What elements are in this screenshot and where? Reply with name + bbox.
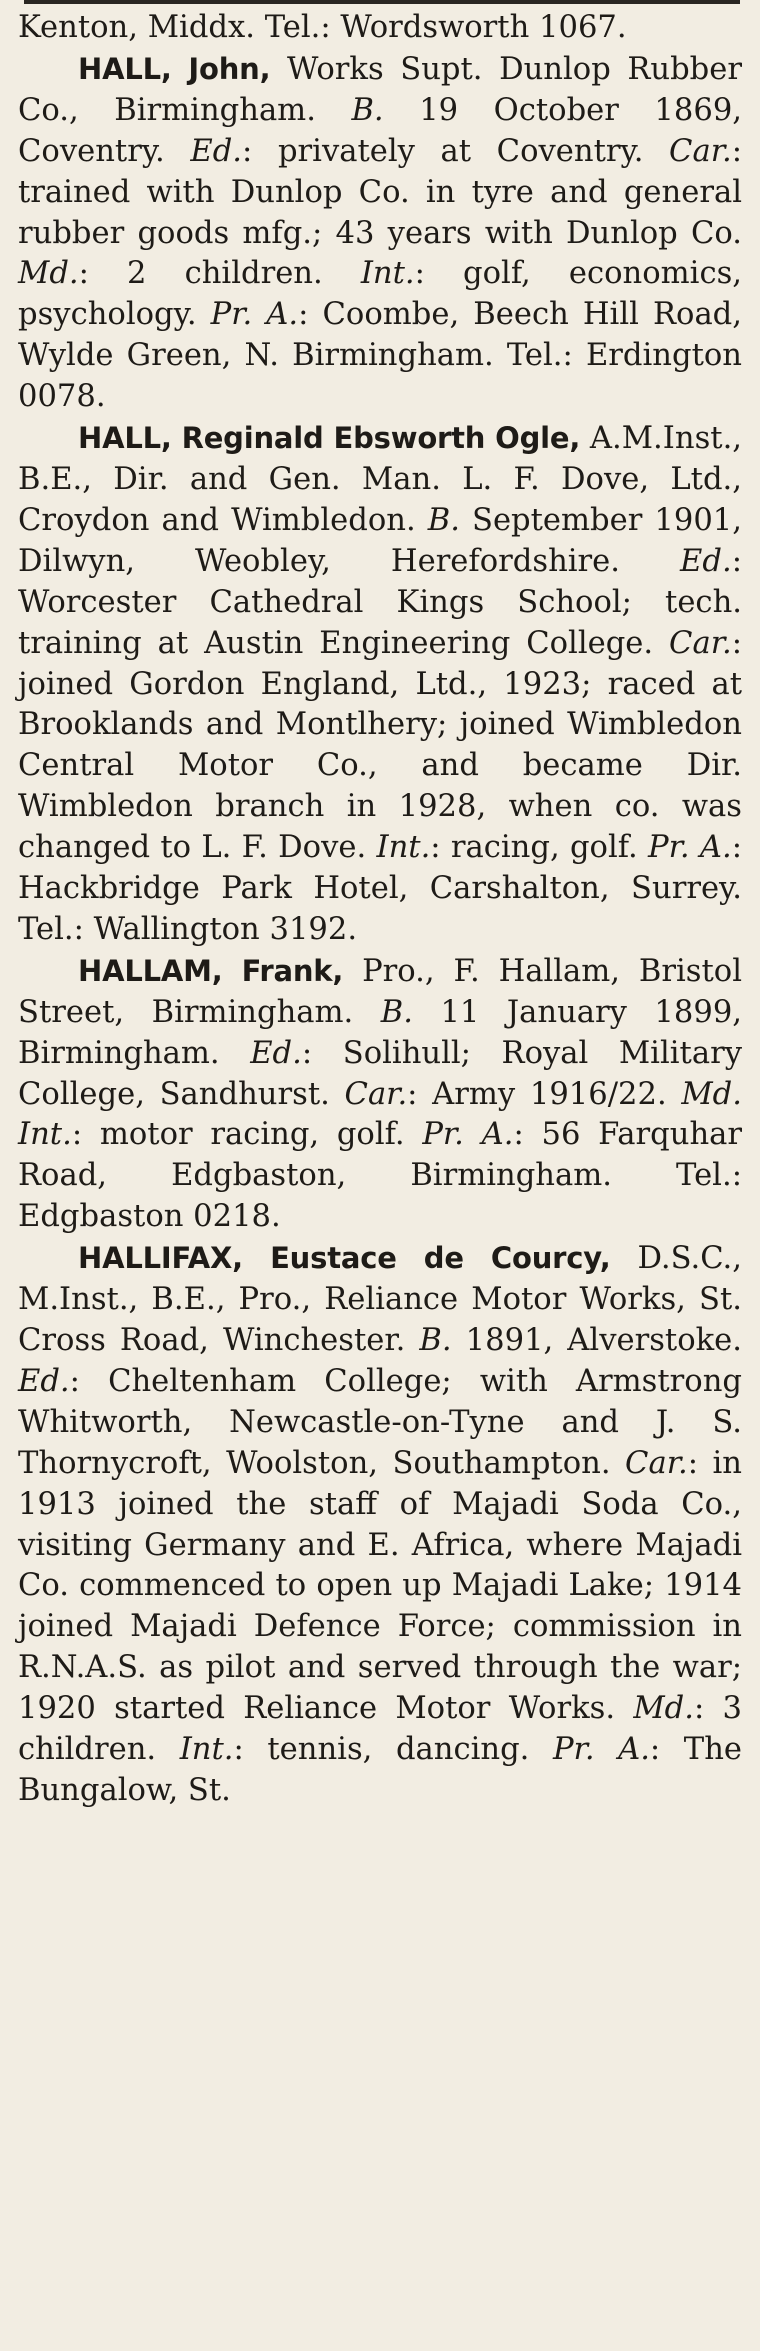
entry-text: September 1901, Dilwyn, Weobley, Herefordshire.: [18, 502, 742, 579]
entry-abbreviation: Int.: [376, 830, 431, 866]
entry-abbreviation: Pr. A.: [422, 1117, 514, 1153]
entry-text: : in 1913 joined the staff of Majadi Soda Co., visiting Germany and E. Africa, where Majadi Co. commenced to open up Majadi Lake; 1914 joined Majadi Defence Force; commission in R.N.A.S. as pilot and served through the war; 1920 started Reliance Motor Works.: [18, 1445, 742, 1727]
entry-abbreviation: Pr. A.: [648, 830, 732, 866]
entry-text: : trained with Dunlop Co. in tyre and general rubber goods mfg.; 43 years with Dunlop Co.: [18, 133, 742, 251]
entry-text: : Coombe, Beech Hill Road, Wylde Green, N. Birmingham. Tel.: Erdington 0078.: [18, 297, 742, 415]
entry-text: : 56 Farquhar Road, Edgbaston, Birmingham. Tel.: Edgbaston 0218.: [18, 1117, 743, 1235]
entry-abbreviation: Md.: [633, 1691, 694, 1727]
entry-abbreviation: Ed.: [190, 133, 243, 169]
entry-abbreviation: B.: [427, 502, 460, 538]
directory-entry: [18, 1238, 742, 1812]
entry-text: : tennis, dancing.: [233, 1732, 553, 1768]
entry-text: : joined Gordon England, Ltd., 1923; raced at Brooklands and Montlhery; joined Wimbledon Central Motor Co., and became Dir. Wimbledon branch in 1928, when co. was changed to L. F. Dove.: [18, 625, 742, 866]
entry-text: : Worcester Cathedral Kings School; tech. training at Austin Engineering College.: [18, 543, 742, 661]
entry-text: 19 October 1869, Coventry.: [18, 92, 743, 169]
entry-text: D.S.C., M.Inst., B.E., Pro., Reliance Motor Works, St. Cross Road, Winchester.: [18, 1241, 743, 1358]
entry-abbreviation: Int.: [360, 256, 415, 292]
entry-text: : 3 children.: [18, 1691, 742, 1768]
entry-name: HALLIFAX, Eustace de Courcy,: [78, 1241, 611, 1276]
entry-abbreviation: Int.: [179, 1732, 234, 1768]
top-rule: [24, 0, 740, 4]
entry-abbreviation: Car.: [625, 1445, 688, 1481]
entry-abbreviation: Ed.: [250, 1035, 302, 1071]
directory-entry: [18, 8, 742, 49]
entry-text: : golf, economics, psychology.: [18, 256, 742, 333]
entry-text: : 2 children.: [78, 256, 361, 292]
entry-text: Works Supt. Dunlop Rubber Co., Birmingham.: [18, 51, 742, 128]
entry-text: : Army 1916/22.: [407, 1076, 682, 1112]
entry-text: 1891, Alverstoke.: [451, 1323, 742, 1358]
entry-abbreviation: B.: [351, 92, 384, 128]
entry-column: [18, 8, 742, 1812]
entry-abbreviation: B.: [380, 994, 413, 1030]
entry-abbreviation: Car.: [669, 625, 732, 661]
entry-text: : privately at Coventry.: [242, 133, 670, 169]
entry-abbreviation: Pr. A.: [552, 1732, 650, 1768]
entry-name: HALLAM, Frank,: [78, 953, 344, 988]
entry-name: HALL, John,: [78, 51, 271, 86]
entry-abbreviation: Pr. A.: [210, 297, 299, 333]
entry-text: : racing, golf.: [430, 830, 648, 866]
directory-entry: [18, 49, 742, 418]
entry-text: : Hackbridge Park Hotel, Carshalton, Surrey. Tel.: Wallington 3192.: [18, 830, 742, 947]
directory-entry: [18, 951, 742, 1238]
entry-text: : The Bungalow, St.: [18, 1732, 742, 1808]
entry-abbreviation: B.: [419, 1323, 452, 1358]
entry-abbreviation: Car.: [344, 1076, 408, 1112]
entry-name: HALL, Reginald Ebsworth Ogle,: [78, 421, 581, 456]
entry-text: Kenton, Middx. Tel.: Wordsworth 1067.: [18, 10, 627, 45]
entry-text: Pro., F. Hallam, Bristol Street, Birmingham.: [18, 953, 742, 1030]
entry-text: : motor racing, golf.: [71, 1117, 423, 1153]
entry-abbreviation: Ed.: [680, 543, 732, 579]
entry-abbreviation: Md.: [18, 256, 79, 292]
entry-abbreviation: Md. Int.: [18, 1076, 742, 1153]
entry-text: 11 January 1899, Birmingham.: [18, 994, 743, 1071]
entry-text: : Solihull; Royal Military College, Sandhurst.: [18, 1035, 742, 1112]
entry-text: : Cheltenham College; with Armstrong Whitworth, Newcastle-on-Tyne and J. S. Thornycroft, Woolston, Southampton.: [18, 1363, 742, 1481]
entry-abbreviation: Car.: [669, 133, 732, 169]
entry-text: A.M.Inst., B.E., Dir. and Gen. Man. L. F. Dove, Ltd., Croydon and Wimbledon.: [18, 421, 743, 538]
entry-abbreviation: Ed.: [18, 1363, 70, 1399]
directory-entry: [18, 418, 742, 951]
